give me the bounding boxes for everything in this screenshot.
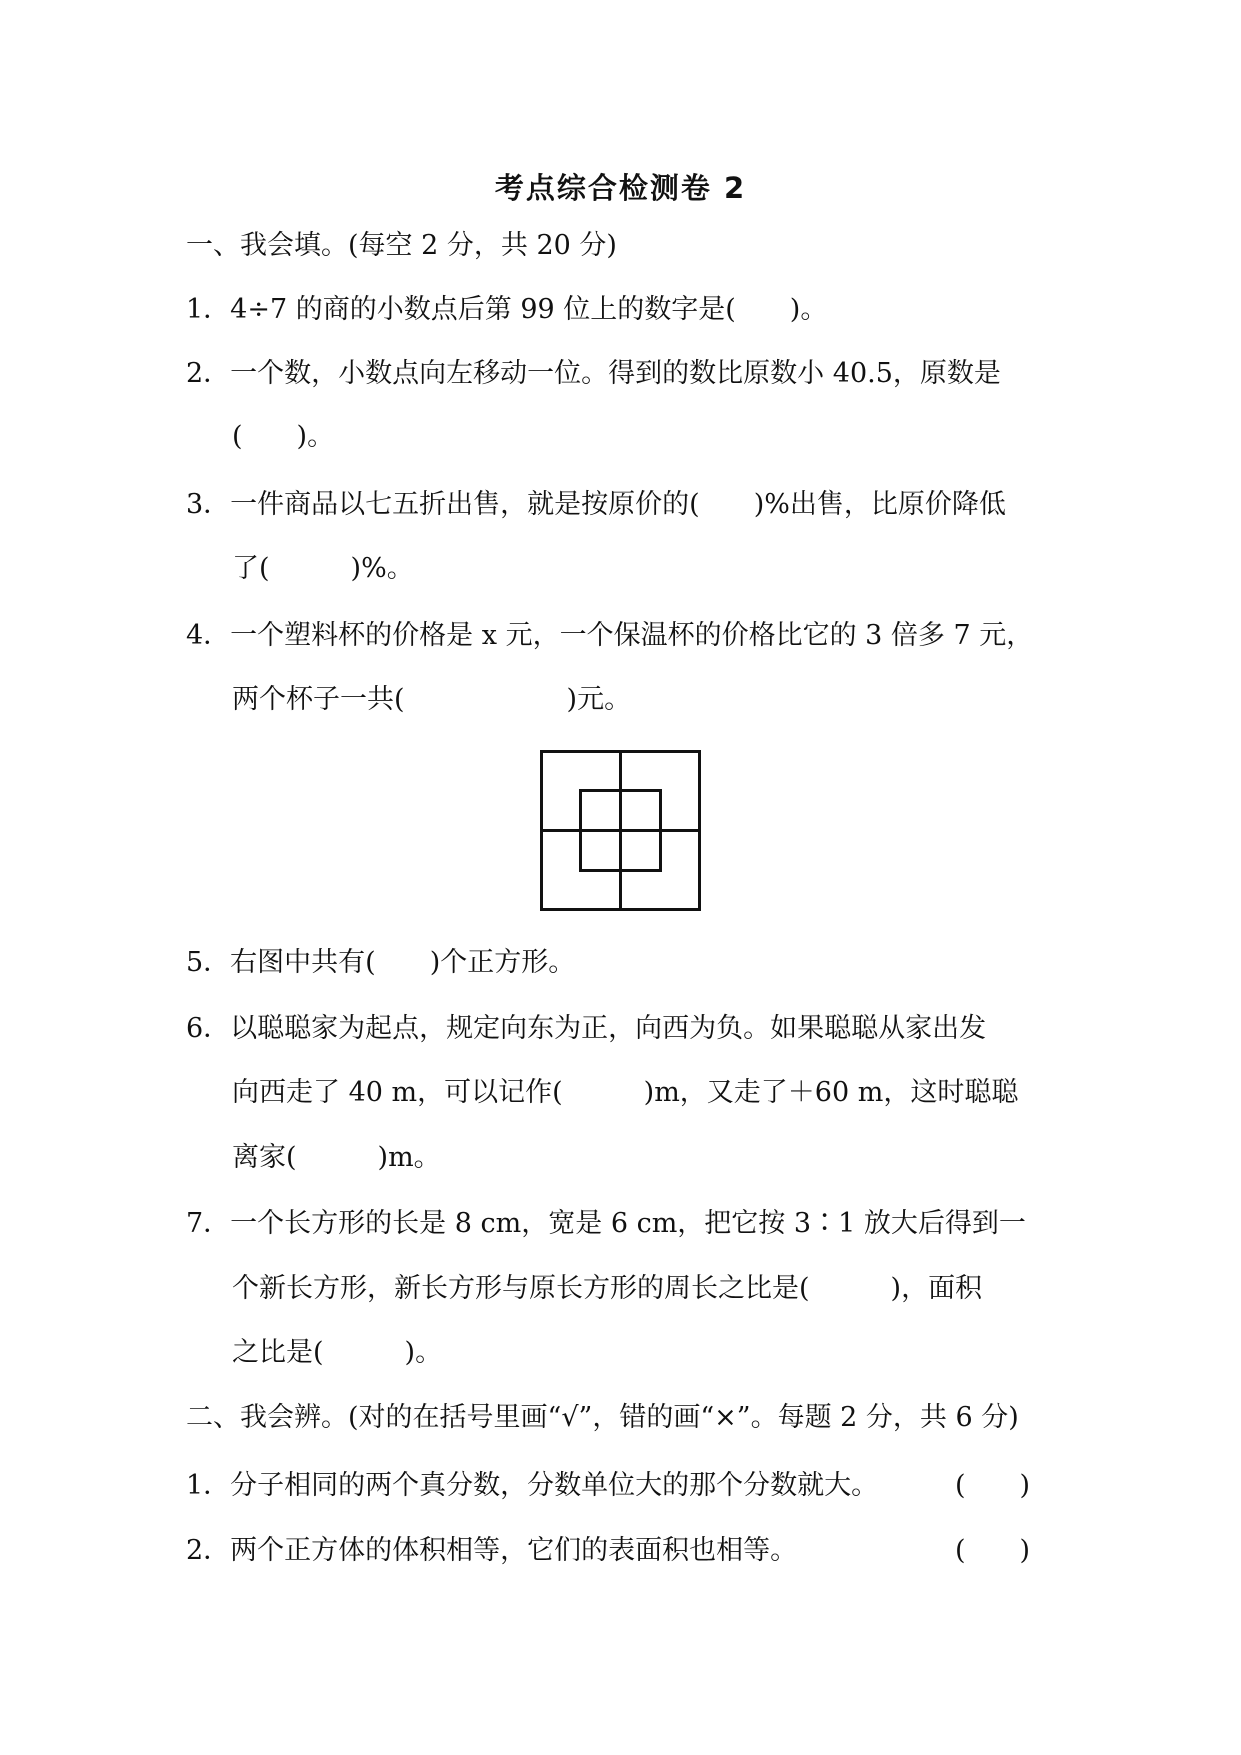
judge-question-2: 2．两个正方体的体积相等，它们的表面积也相等。 xyxy=(186,1535,798,1566)
section1-heading: 一、我会填。(每空 2 分，共 20 分) xyxy=(186,230,617,261)
question-3-line1: 3．一件商品以七五折出售，就是按原价的( )%出售，比原价降低 xyxy=(186,489,1006,520)
judge-question-1: 1．分子相同的两个真分数，分数单位大的那个分数就大。 xyxy=(186,1470,879,1501)
question-4-line2: 两个杯子一共( )元。 xyxy=(232,684,632,715)
question-4-line1: 4．一个塑料杯的价格是 x 元，一个保温杯的价格比它的 3 倍多 7 元， xyxy=(186,620,1034,651)
question-2-line2: ( )。 xyxy=(232,421,335,452)
question-7-line2: 个新长方形，新长方形与原长方形的周长之比是( )，面积 xyxy=(232,1273,983,1304)
squares-figure xyxy=(540,750,702,912)
question-7-line1: 7．一个长方形的长是 8 cm，宽是 6 cm，把它按 3∶1 放大后得到一 xyxy=(186,1208,1026,1239)
question-5: 5．右图中共有( )个正方形。 xyxy=(186,947,576,978)
judge-answer-blank-1: ( ) xyxy=(955,1470,1031,1501)
question-6-line1: 6．以聪聪家为起点，规定向东为正，向西为负。如果聪聪从家出发 xyxy=(186,1013,987,1044)
page-title: 考点综合检测卷 2 xyxy=(494,171,747,205)
section2-heading: 二、我会辨。(对的在括号里画“√”，错的画“×”。每题 2 分，共 6 分) xyxy=(186,1402,1019,1433)
question-6-line3: 离家( )m。 xyxy=(232,1142,441,1173)
question-3-line2: 了( )%。 xyxy=(232,553,414,584)
question-2-line1: 2．一个数，小数点向左移动一位。得到的数比原数小 40.5，原数是 xyxy=(186,358,1001,389)
judge-answer-blank-2: ( ) xyxy=(955,1535,1031,1566)
question-6-line2: 向西走了 40 m，可以记作( )m，又走了＋60 m，这时聪聪 xyxy=(232,1077,1019,1108)
question-1: 1．4÷7 的商的小数点后第 99 位上的数字是( )。 xyxy=(186,294,828,325)
question-7-line3: 之比是( )。 xyxy=(232,1337,443,1368)
